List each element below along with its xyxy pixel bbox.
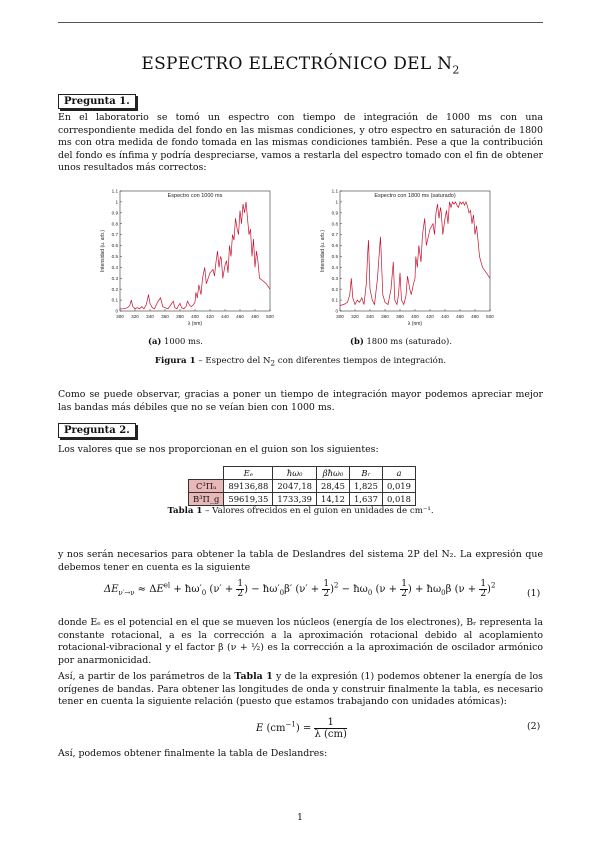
spectrum-chart-1000ms xyxy=(98,183,278,328)
table-header: Bᵣ xyxy=(349,467,382,480)
y-tick-label: 0.7 xyxy=(111,232,118,238)
question-2-intro: Los valores que se nos proporcionan en el guion son los siguientes: xyxy=(58,444,379,455)
y-tick-label: 0.9 xyxy=(111,210,118,216)
figure-1-caption: Figura 1 – Espectro del $N_2$ con diferentes tiempos de integración. xyxy=(154,356,447,368)
x-tick-label: 460 xyxy=(456,314,464,319)
parameters-table xyxy=(188,466,416,506)
question-1-conclusion: Como se puede observar, gracias a poner un tiempo de integración mayor podemos apreciar mejor las bandas más débiles que no se veían bien con 1000 ms. xyxy=(58,389,543,413)
x-tick-label: 380 xyxy=(396,314,404,319)
subfigure-a-label: (a) 1000 ms. xyxy=(148,336,203,346)
table-row-state: B³Π_g xyxy=(189,493,224,506)
x-tick-label: 420 xyxy=(206,314,214,319)
y-tick-label: 1 xyxy=(115,199,118,205)
y-tick-label: 0.2 xyxy=(111,286,118,292)
table-header: a xyxy=(382,467,415,480)
x-tick-label: 300 xyxy=(116,314,124,319)
table-1-caption: Tabla 1 – Valores ofrecidos en el guion en unidades de cm⁻¹. xyxy=(167,506,434,516)
x-tick-label: 440 xyxy=(221,314,229,319)
table-cell: 1733,39 xyxy=(273,493,317,506)
question-2-label: Pregunta 2. xyxy=(58,423,136,438)
table-cell: 2047,18 xyxy=(273,480,317,493)
x-tick-label: 360 xyxy=(161,314,169,319)
x-tick-label: 340 xyxy=(366,314,374,319)
y-tick-label: 0.7 xyxy=(331,232,338,238)
table-cell: 28,45 xyxy=(316,480,349,493)
question-1-label: Pregunta 1. xyxy=(58,94,136,109)
table-row-state: C³Πᵤ xyxy=(189,480,224,493)
table-cell: 59619,35 xyxy=(224,493,273,506)
y-tick-label: 0.4 xyxy=(111,264,118,270)
y-tick-label: 0.8 xyxy=(111,221,118,227)
x-tick-label: 440 xyxy=(441,314,449,319)
x-tick-label: 360 xyxy=(381,314,389,319)
y-tick-label: 1.1 xyxy=(331,188,338,194)
x-tick-label: 340 xyxy=(146,314,154,319)
y-tick-label: 1 xyxy=(335,199,338,205)
chart-title: Espectro con 1000 ms xyxy=(167,193,223,199)
y-tick-label: 0.1 xyxy=(331,297,338,303)
equation-2: E $(cm^{-1})$ = $\frac{1}{\lambda (cm)}$ xyxy=(256,717,347,740)
y-tick-label: 0.6 xyxy=(331,243,338,249)
question-2-paragraph-4: Así, podemos obtener finalmente la tabla de Deslandres: xyxy=(58,748,328,759)
table-cell: 89136,88 xyxy=(224,480,273,493)
table-header: ħω₀ xyxy=(273,467,317,480)
equation-1: $\Delta E_{\nu'\to\nu} \approx \Delta E^{el}$ + $ħ\omega'_0$ (ν′ + $\frac{1}{2}$ ) − $ħ\omega'_0\beta'$ (ν′ + $\frac{1}{2}$ )$^2 - ħ\omega_0$ (ν + $\frac{1}{2}$ ) + $ħ\omega_0\beta$ (ν + $\frac{1}{2}$ )$^2$ xyxy=(104,579,496,599)
x-tick-label: 400 xyxy=(191,314,199,319)
page-number: 1 xyxy=(297,812,303,823)
y-tick-label: 0.3 xyxy=(331,275,338,281)
table-header: βħω₀ xyxy=(316,467,349,480)
question-2-paragraph-3: Así, a partir de los parámetros de la Tabla 1 y de la expresión (1) podemos obtener la energía de los orígenes de bandas. Para obtener las longitudes de onda y construir finalmente la tabla, es necesario tener en cuenta la siguiente relación (puesto que estamos trabajando con unidades atómicas): xyxy=(58,671,543,708)
x-tick-label: 300 xyxy=(336,314,344,319)
x-tick-label: 460 xyxy=(236,314,244,319)
table-corner xyxy=(189,467,224,480)
y-tick-label: 0.9 xyxy=(331,210,338,216)
y-tick-label: 0.8 xyxy=(331,221,338,227)
table-cell: 14,12 xyxy=(316,493,349,506)
x-tick-label: 480 xyxy=(251,314,259,319)
x-axis-label: λ (nm) xyxy=(407,321,423,327)
y-tick-label: 0.4 xyxy=(331,264,338,270)
x-tick-label: 400 xyxy=(411,314,419,319)
table-row xyxy=(189,480,416,493)
y-tick-label: 0.5 xyxy=(331,254,338,260)
y-tick-label: 0.1 xyxy=(111,297,118,303)
table-cell: 1,637 xyxy=(349,493,382,506)
x-tick-label: 320 xyxy=(131,314,139,319)
x-tick-label: 380 xyxy=(176,314,184,319)
table-cell: 0,018 xyxy=(382,493,415,506)
chart-title: Espectro con 1800 ms (saturado) xyxy=(374,193,456,199)
table-header-row xyxy=(189,467,416,480)
table-cell: 0,019 xyxy=(382,480,415,493)
x-tick-label: 320 xyxy=(351,314,359,319)
y-tick-label: 0 xyxy=(115,308,118,314)
table-header: Eₑ xyxy=(224,467,273,480)
spectrum-chart-1800ms xyxy=(318,183,498,328)
plot-frame xyxy=(340,191,490,311)
top-rule xyxy=(58,22,543,23)
question-1-text: En el laboratorio se tomó un espectro con tiempo de integración de 1000 ms con una correspondiente medida del fondo en las mismas condiciones, y otro espectro en saturación de 1800 ms con otra medida de fondo tomada en las mismas condiciones también. Pese a que la contribución del fondo es ínfima y podría despreciarse, vamos a restarla del espectro tomado con el fin de obtener unos resultados más correctos: xyxy=(58,112,543,174)
equation-1-number: (1) xyxy=(527,588,541,599)
plot-frame xyxy=(120,191,270,311)
y-tick-label: 0 xyxy=(335,308,338,314)
x-tick-label: 500 xyxy=(486,314,494,319)
y-tick-label: 0.5 xyxy=(111,254,118,260)
x-tick-label: 480 xyxy=(471,314,479,319)
table-cell: 1,825 xyxy=(349,480,382,493)
equation-2-number: (2) xyxy=(527,721,541,732)
y-tick-label: 0.2 xyxy=(331,286,338,292)
x-tick-label: 420 xyxy=(426,314,434,319)
table-row xyxy=(189,493,416,506)
y-tick-label: 0.6 xyxy=(111,243,118,249)
y-tick-label: 1.1 xyxy=(111,188,118,194)
question-2-paragraph-1: y nos serán necesarios para obtener la tabla de Deslandres del sistema 2P del N₂. La expresión que debemos tener en cuenta es la siguiente xyxy=(58,549,543,573)
page-title: ESPECTRO ELECTRÓNICO DEL $N_2$ xyxy=(141,54,460,77)
x-tick-label: 500 xyxy=(266,314,274,319)
question-2-paragraph-2: donde Eₑ es el potencial en el que se mueven los núcleos (energía de los electrones), Bᵣ representa la constante rotacional, a es la corrección a la aproximación rotacional debido al acoplamiento rotacional-vibracional y el factor β (ν + ½) es la corrección a la aproximación de oscilador armónico por anarmonicidad. xyxy=(58,617,543,666)
y-axis-label: Intensidad (u. arb.) xyxy=(320,230,326,272)
subfigure-b-label: (b) 1800 ms (saturado). xyxy=(350,336,452,346)
y-tick-label: 0.3 xyxy=(111,275,118,281)
y-axis-label: Intensidad (u. arb.) xyxy=(100,230,106,272)
x-axis-label: λ (nm) xyxy=(187,321,203,327)
